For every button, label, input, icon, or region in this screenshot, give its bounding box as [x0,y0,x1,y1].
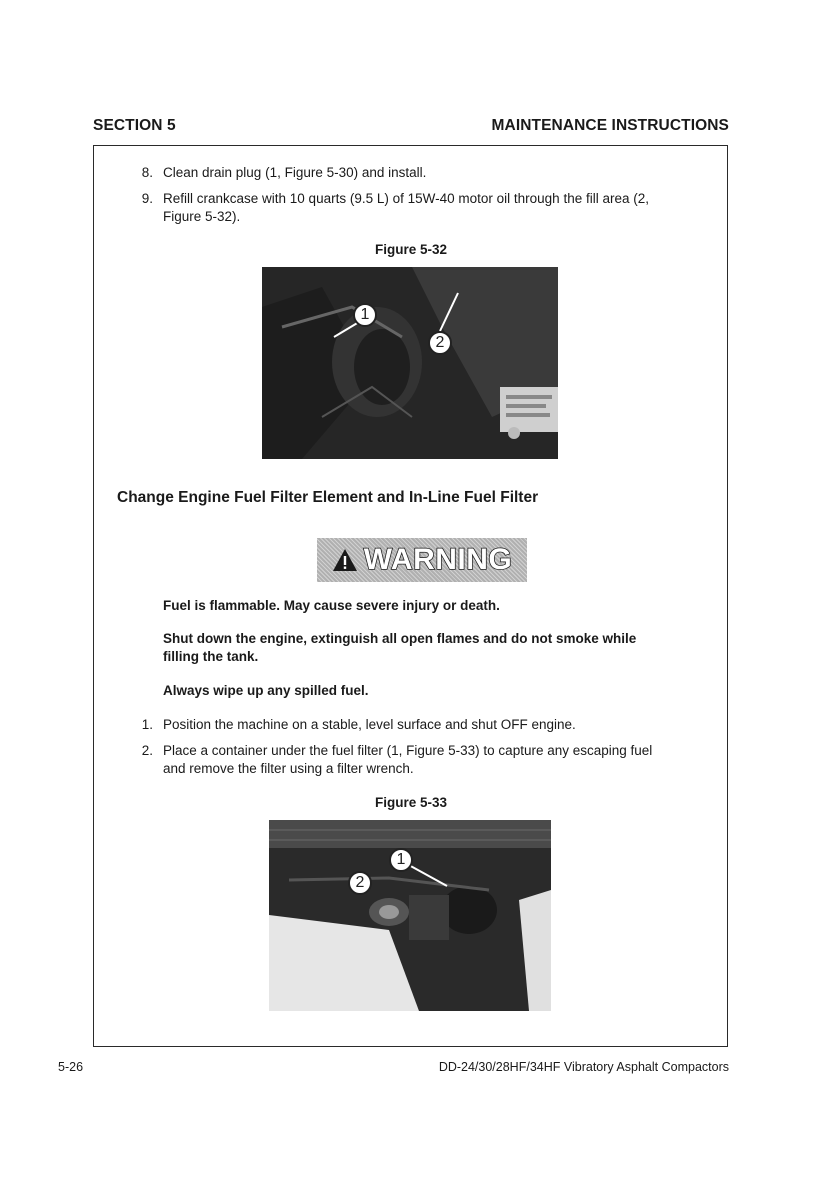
section-label: SECTION 5 [93,117,176,134]
step-number: 9. [141,191,153,206]
step-number: 1. [141,717,153,732]
fuel-filter-photo [269,820,551,1011]
step-text: Refill crankcase with 10 quarts (9.5 L) of 15W-40 motor oil through the fill area (2, Figure 5-32). [163,191,649,224]
step-text: Position the machine on a stable, level surface and shut OFF engine. [163,717,576,732]
warning-line: Fuel is flammable. May cause severe injury or death. [163,598,500,613]
callout-2: 2 [348,871,372,895]
callout-1: 1 [353,303,377,327]
warning-line: Shut down the engine, extinguish all open flames and do not smoke while filling the tank. [163,631,637,664]
warning-label: WARNING [363,543,513,576]
step-text: Place a container under the fuel filter (1, Figure 5-33) to capture any escaping fuel and remove the filter using a filter wrench. [163,743,653,776]
warning-banner [317,538,527,582]
step-text: Clean drain plug (1, Figure 5-30) and install. [163,165,427,180]
page-number: 5-26 [58,1060,84,1074]
engine-photo-drawing [262,267,558,459]
step-number: 2. [141,743,153,758]
document-title: DD-24/30/28HF/34HF Vibratory Asphalt Compactors [438,1060,729,1074]
engine-photo [262,267,558,459]
section-title-header: MAINTENANCE INSTRUCTIONS [491,117,729,134]
warning-triangle-icon [332,548,358,572]
callout-1: 1 [389,848,413,872]
step-number: 8. [141,165,153,180]
figure-caption: Figure 5-32 [374,242,448,257]
callout-2: 2 [428,331,452,355]
figure-caption: Figure 5-33 [374,795,448,810]
procedure-heading: Change Engine Fuel Filter Element and In-Line Fuel Filter [117,489,539,506]
fuel-filter-photo-drawing [269,820,551,1011]
warning-line: Always wipe up any spilled fuel. [163,683,369,698]
